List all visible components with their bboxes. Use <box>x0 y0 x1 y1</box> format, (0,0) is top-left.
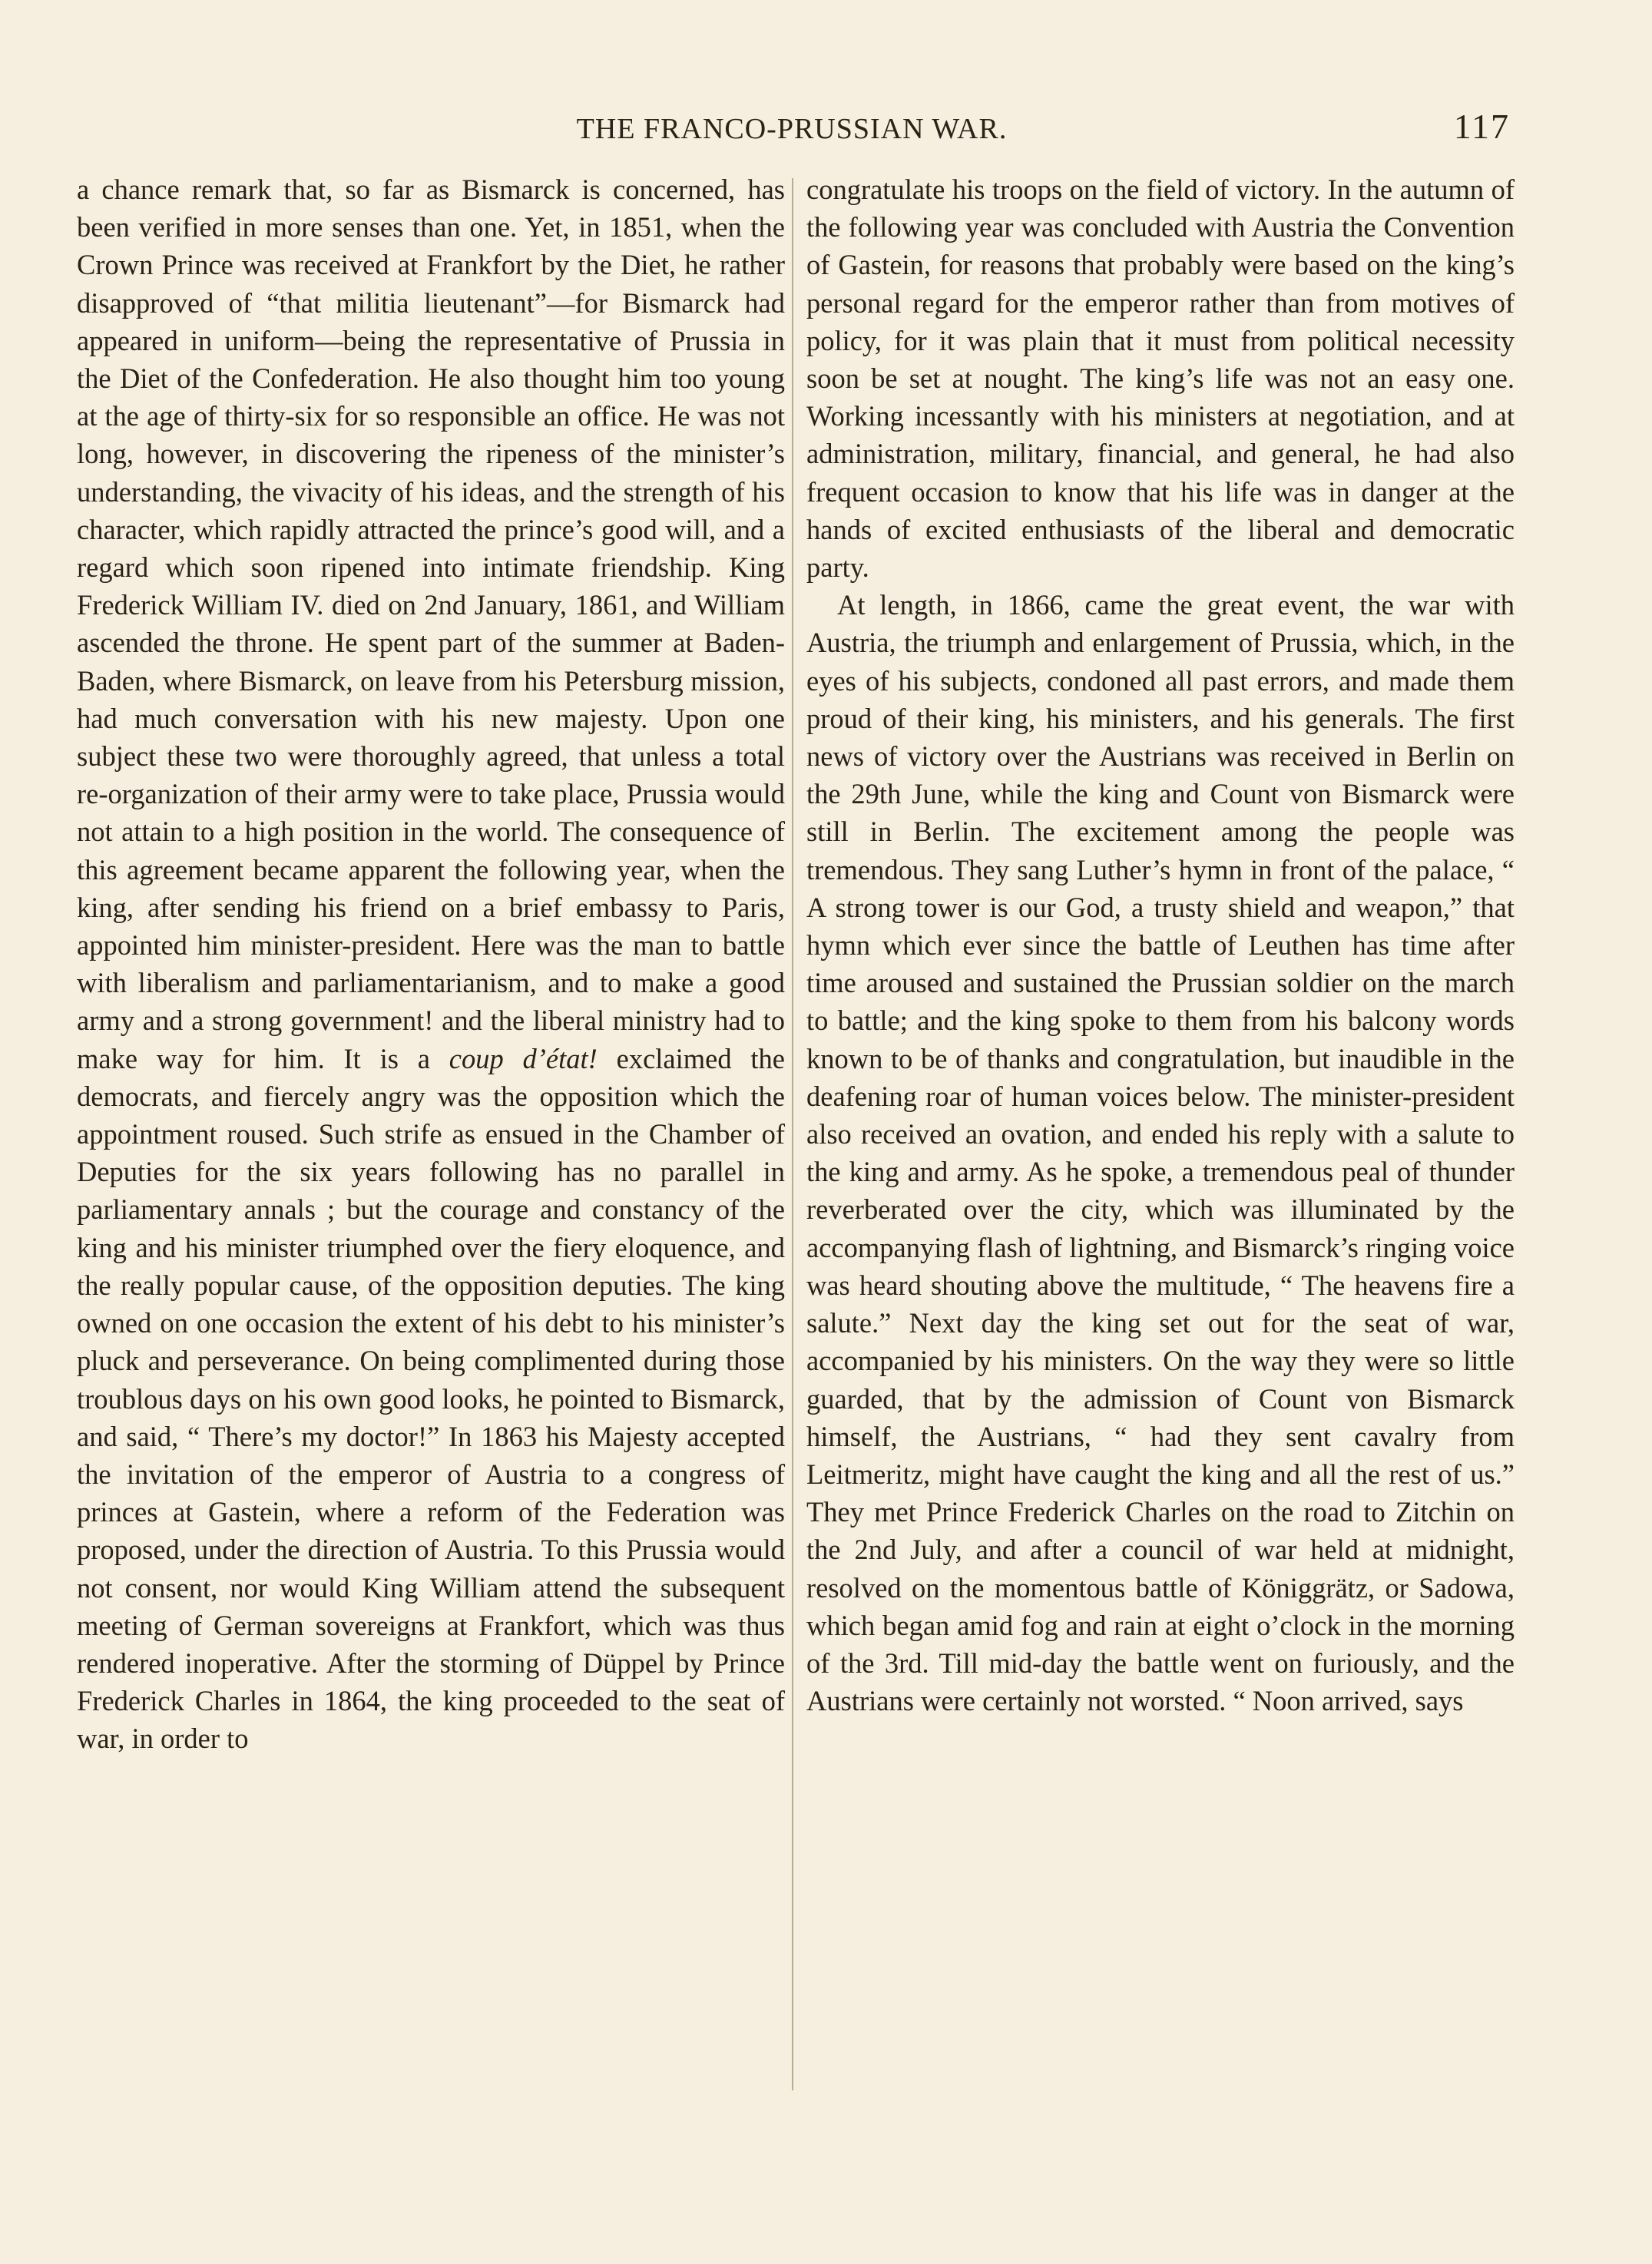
left-text-part-2: exclaimed the democrats, and fiercely angry was the opposition which the appointment roused. Such strife as ensued in the Chamber of Deputies for the six years following has no parallel in parliamentary annals ; but the courage and constancy of the king and his minister triumphed over the fiery eloquence, and the really popular cause, of the opposition deputies. The king owned on one occasion the extent of his debt to his minister’s pluck and perseverance. On being complimented during those troublous days on his own good looks, he pointed to Bismarck, and said, “ There’s my doctor!” In 1863 his Majesty accepted the invitation of the emperor of Austria to a congress of princes at Gastein, where a reform of the Federation was proposed, under the direction of Austria. To this Prussia would not consent, nor would King William attend the subsequent meeting of German sovereigns at Frankfort, which was thus rendered inoperative. After the storming of Düppel by Prince Frederick Charles in 1864, the king proceeded to the seat of war, in order to <box>77 1042 785 1755</box>
running-title: THE FRANCO-PRUSSIAN WAR. <box>576 113 1008 145</box>
right-column <box>806 170 1515 1720</box>
left-column <box>77 170 785 1758</box>
italic-phrase: coup d’état! <box>449 1042 598 1074</box>
running-head <box>74 106 1510 152</box>
column-divider <box>792 178 793 2090</box>
left-paragraph <box>77 170 785 1758</box>
page-number: 117 <box>1453 107 1510 146</box>
right-paragraph-2: At length, in 1866, came the great event, the war with Austria, the triumph and enlargement of Prussia, which, in the eyes of his subjects, condoned all past errors, and made them proud of their king, his ministers, and his generals. The first news of victory over the Austrians was received in Berlin on the 29th June, while the king and Count von Bismarck were still in Berlin. The excitement among the people was tremendous. They sang Luther’s hymn in front of the palace, “ A strong tower is our God, a trusty shield and weapon,” that hymn which ever since the battle of Leuthen has time after time aroused and sustained the Prussian soldier on the march to battle; and the king spoke to them from his balcony words known to be of thanks and congratulation, but inaudible in the deafening roar of human voices below. The minister-president also received an ovation, and ended his reply with a salute to the king and army. As he spoke, a tremendous peal of thunder reverberated over the city, which was illuminated by the accompanying flash of lightning, and Bismarck’s ringing voice was heard shouting above the multitude, “ The heavens fire a salute.” Next day the king set out for the seat of war, accompanied by his ministers. On the way they were so little guarded, that by the admission of Count von Bismarck himself, the Austrians, “ had they sent cavalry from Leitmeritz, might have caught the king and all the rest of us.” They met Prince Frederick Charles on the road to Zitchin on the 2nd July, and after a council of war held at midnight, resolved on the momentous battle of Königgrätz, or Sadowa, which began amid fog and rain at eight o’clock in the morning of the 3rd. Till mid-day the battle went on furiously, and the Austrians were certainly not worsted. “ Noon arrived, says <box>806 589 1515 1717</box>
right-paragraph-1: congratulate his troops on the field of victory. In the autumn of the following year was concluded with Austria the Convention of Gastein, for reasons that probably were based on the king’s personal regard for the emperor rather than from motives of policy, for it was plain that it must from political necessity soon be set at nought. The king’s life was not an easy one. Working incessantly with his ministers at negotiation, and at administration, military, financial, and general, he had also frequent occasion to know that his life was in danger at the hands of excited enthusiasts of the liberal and democratic party. <box>806 174 1515 584</box>
left-text-part-1: a chance remark that, so far as Bismarck is concerned, has been verified in more senses than one. Yet, in 1851, when the Crown Prince was received at Frankfort by the Diet, he rather disapproved of “that militia lieutenant”—for Bismarck had appeared in uniform—being the representative of Prussia in the Diet of the Confederation. He also thought him too young at the age of thirty-six for so responsible an office. He was not long, however, in discovering the ripeness of the minister’s understanding, the vivacity of his ideas, and the strength of his character, which rapidly attracted the prince’s good will, and a regard which soon ripened into intimate friendship. King Frederick William IV. died on 2nd January, 1861, and William ascended the throne. He spent part of the summer at Baden-Baden, where Bismarck, on leave from his Petersburg mission, had much conversation with his new majesty. Upon one subject these two were thoroughly agreed, that unless a total re-organization of their army were to take place, Prussia would not attain to a high position in the world. The consequence of this agreement became apparent the following year, when the king, after sending his friend on a brief embassy to Paris, appointed him minister-president. Here was the man to battle with liberalism and parliamentarianism, and to make a good army and a strong government! and the liberal ministry had to make way for him. It is a <box>77 174 785 1074</box>
